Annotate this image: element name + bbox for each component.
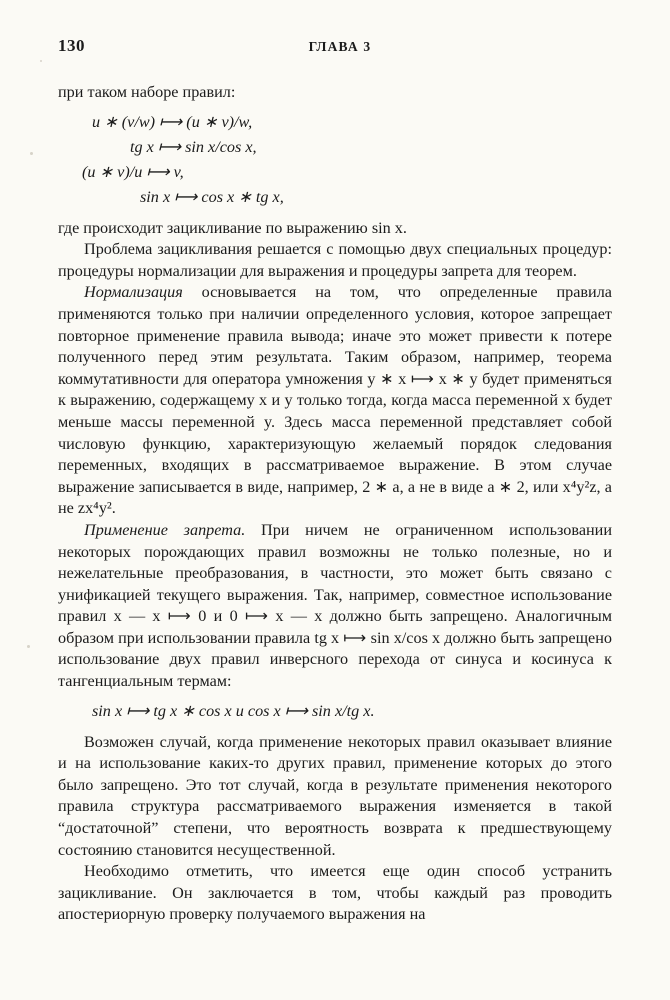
formula-line-1: u ∗ (v/w) ⟼ (u ∗ v)/w, — [92, 112, 253, 131]
paragraph-case: Возможен случай, когда применение некоторых правил оказывает влияние и на использование каких-то других правил, применение которых до этого было запрещено. Это тот случай, когда в результате применения некоторого правила структура рассматриваемого выражения изменяется в такой “достаточной” степени, что вероятность возврата к предшествующему состоянию становится несущественной. — [58, 732, 612, 859]
formula-line-2: tg x ⟼ sin x/cos x, — [130, 137, 257, 156]
inline-formula-block — [58, 699, 612, 724]
zapret-term: Применение запрета. — [84, 520, 246, 539]
paper-speck — [40, 60, 42, 62]
formula-line-3: (u ∗ v)/u ⟼ v, — [82, 162, 184, 181]
after-formula-line: где происходит зацикливание по выражению sin x. — [58, 218, 407, 237]
paragraph-problem: Проблема зацикливания решается с помощью двух специальных процедур: процедуры нормализации для выражения и процедуры запрета для теорем. — [58, 240, 612, 280]
formula-line-inline: sin x ⟼ tg x ∗ cos x и cos x ⟼ sin x/tg x. — [92, 701, 375, 720]
paragraph-zapret — [58, 520, 612, 693]
zapret-text: При ничем не ограниченном использовании некоторых порождающих правил возможны не только полезные, но и нежелательные преобразования, в частности, это может быть связано с унификацией текущего выражения. Так, например, совместное использование правил x — x ⟼ 0 и 0 ⟼ x — x должно быть запрещено. Аналогичным образом при использовании правила tg x ⟼ sin x/cos x должно быть запрещено использование двух правил инверсного перехода от синуса и косинуса к тангенциальным термам: — [58, 520, 613, 691]
paper-speck — [30, 152, 33, 155]
lead-line: при таком наборе правил: — [58, 83, 236, 101]
normalization-term: Нормализация — [84, 283, 183, 302]
paragraph-normalization — [58, 282, 612, 520]
formula-line-4: sin x ⟼ cos x ∗ tg x, — [140, 187, 284, 206]
normalization-text: основывается на том, что определенные правила применяются только при наличии определенного условия, которое запрещает повторное применение правила вывода; иначе это может привести к потере полученного перед этим результата. Таким образом, например, теорема коммутативности для оператора умножения y ∗ x ⟼ x ∗ y будет применяться к выражению, содержащему x и y только тогда, когда масса переменной x будет меньше массы переменной y. Здесь масса переменной представляет собой числовую функцию, характеризующую желаемый порядок следования переменных, входящих в рассматриваемое выражение. В этом случае выражение записывается в виде, например, 2 ∗ a, а не в виде a ∗ 2, или x⁴y²z, а не zx⁴y². — [58, 283, 612, 518]
paper-speck — [27, 645, 30, 648]
page-number: 130 — [58, 36, 85, 55]
paragraph-final: Необходимо отметить, что имеется еще один способ устранить зацикливание. Он заключается в том, чтобы каждый раз проводить апостериорную проверку получаемого выражения на — [58, 862, 612, 924]
running-title: ГЛАВА 3 — [308, 39, 372, 54]
formula-block — [58, 110, 612, 210]
page-header — [58, 36, 612, 56]
